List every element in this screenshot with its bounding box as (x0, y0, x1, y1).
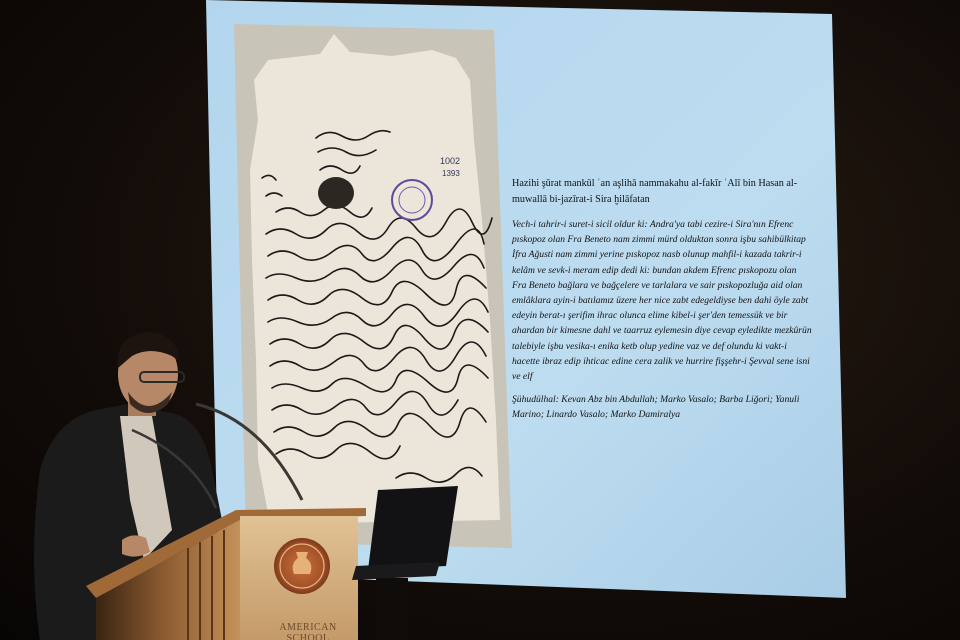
podium-logo-text: AMERICAN SCHOOL (279, 622, 337, 640)
slide-transcription: Vech-i tahrir-i suret-i sicil oldur ki: Andra'ya tabi cezire-i Sira'nın Efrenc pıskopoz olan Fra Beneto nam zimmi mürd olduktan sonra işbu sahibülkitap İfra Ağusti nam zimmi yerine pıskopoz nasb olunup mahfil-i kazada takrir-i kelâm ve sevk-i meram edip dedi ki: bundan akdem Efrenc pıskopozu olan Fra Beneto bağlara ve bağçelere ve tarlalara ve sair pıskopozluğa aid olan emlâklara ayin-i batılamız üzere her nice zabt edegeldiyse ben dahi öyle zabt edeyin berat-ı şerifim ihrac olunca elime kibel-i şer'den temessük ve bir ahardan bir kimesne dahl ve taarruz eylemesin diye cevap eyledikte mezkûrün talebiyle işbu vesika-ı enika ketb olup yedine vaz ve def olundu ki vakt-i hacette ibraz edip ihticac edine cera zalik ve hurrire fişşehr-i Şevval sene isni ve elf (512, 219, 812, 383)
manuscript-paper (250, 34, 500, 524)
slide-caption: Hazihi şūrat mankūl ʿan aşlihā nammakahu al-fakīr ʿAlī bin Hasan al-muwallā bi-jazīrat-i Sira ḫilāfatan (512, 178, 798, 205)
slide-text-block (512, 176, 812, 431)
archive-number: 1002 (440, 156, 461, 166)
ink-seal-blot (318, 177, 354, 209)
laptop-screen (368, 486, 458, 570)
laptop-stand (376, 578, 408, 640)
slide-witnesses: Şühudülhal: Kevan Abz bin Abdullah; Marko Vasalo; Barba Liğori; Yanuli Marino; Linardo Vasalo; Marko Damiralya (512, 394, 800, 421)
archive-subnumber: 1393 (442, 169, 460, 178)
speaker-hand (122, 535, 150, 556)
